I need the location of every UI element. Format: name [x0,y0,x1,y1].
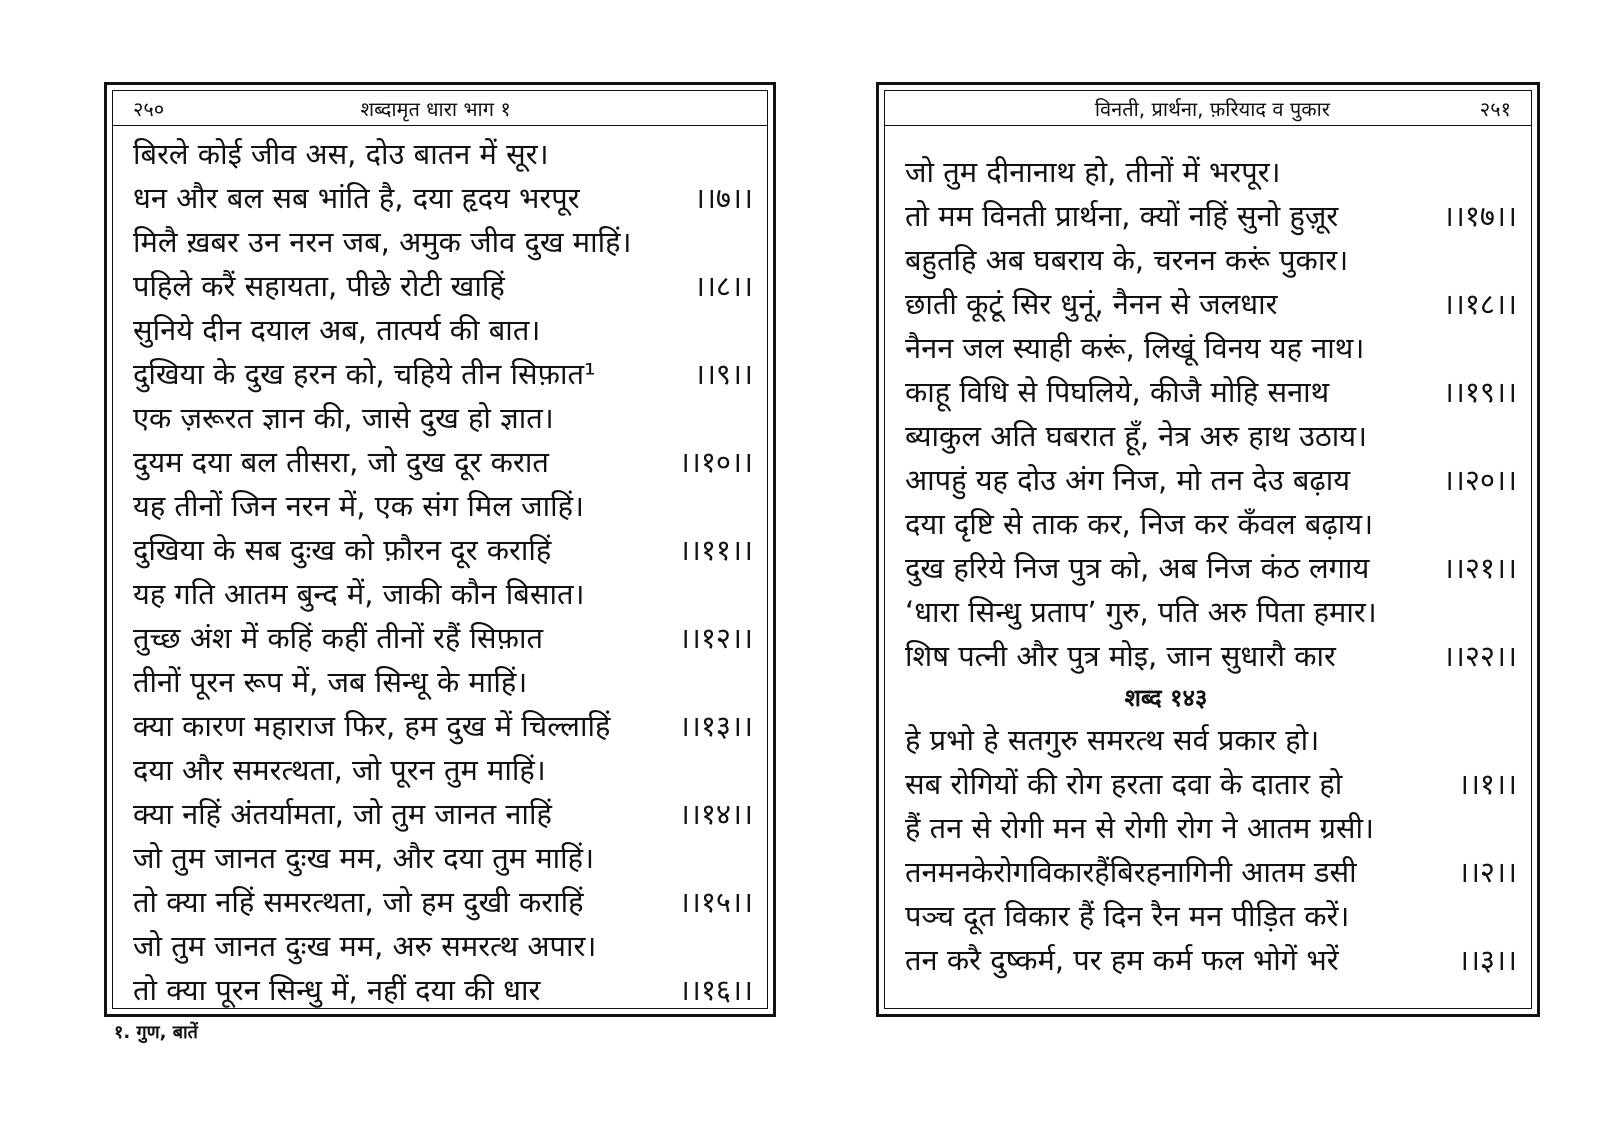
verse-number: ।।१९।। [1442,375,1517,409]
verse-line [133,704,753,748]
verse-line [905,590,1517,634]
verse-line [905,150,1517,194]
verse-text: काहू विधि से पिघलिये, कीजै मोहि सनाथ [905,375,1330,409]
verse-number: ।।३।। [1457,943,1517,977]
verse-text: दुखिया के दुख हरन को, चहिये तीन सिफ़ात¹ [133,357,596,391]
verse-text: तो मम विनती प्रार्थना, क्यों नहिं सुनो हुज़ूर [905,199,1339,233]
left-page-number: २५० [133,96,165,121]
verse-line [133,264,753,308]
verse-text: जो तुम जानत दुःख मम, और दया तुम माहिं। [133,841,595,875]
verse-line [905,938,1517,982]
verse-line [905,718,1517,762]
verse-text: धन और बल सब भांति है, दया हृदय भरपूर [133,181,580,215]
verse-text: हे प्रभो हे सतगुरु समरत्थ सर्व प्रकार हो। [905,723,1320,757]
verse-line [133,836,753,880]
verse-line [905,194,1517,238]
verse-text: तीनों पूरन रूप में, जब सिन्धू के माहिं। [133,665,528,699]
verse-number: ।।१२।। [678,621,753,655]
verse-line [905,502,1517,546]
verse-number: ।।९।। [693,357,753,391]
verse-number: ।।२१।। [1442,551,1517,585]
verse-text: हैं तन से रोगी मन से रोगी रोग ने आतम ग्रसी। [905,811,1375,845]
verse-line [133,308,753,352]
verse-line [133,220,753,264]
left-page-verses [113,126,767,1012]
verse-number: ।।१८।। [1442,287,1517,321]
verse-line [133,924,753,968]
verse-text: दया और समरत्थता, जो पूरन तुम माहिं। [133,753,546,787]
verse-text: मिलै ख़बर उन नरन जब, अमुक जीव दुख माहिं। [133,225,632,259]
verse-line [133,880,753,924]
verse-number: ।।११।। [678,533,753,567]
verse-text: जो तुम जानत दुःख मम, अरु समरत्थ अपार। [133,929,597,963]
right-page-verses [885,126,1531,982]
left-page-frame [112,90,768,1009]
verse-text: बिरले कोई जीव अस, दोउ बातन में सूर। [133,137,549,171]
verse-line [905,850,1517,894]
verse-number: ।।१५।। [678,885,753,919]
verse-line [905,326,1517,370]
verse-text: क्या कारण महाराज फिर, हम दुख में चिल्लाहिं [133,709,611,743]
verse-text: तुच्छ अंश में कहिं कहीं तीनों रहैं सिफ़ात [133,621,544,655]
verse-text: जो तुम दीनानाथ हो, तीनों में भरपूर। [905,155,1281,189]
right-page [876,82,1540,1017]
verse-line [133,528,753,572]
verse-text: सुनिये दीन दयाल अब, तात्पर्य की बात। [133,313,541,347]
verse-text: यह गति आतम बुन्द में, जाकी कौन बिसात। [133,577,585,611]
verse-text: दुखिया के सब दुःख को फ़ौरन दूर कराहिं [133,533,552,567]
left-page-header [113,91,767,126]
right-page-frame [884,90,1532,1009]
verse-line [905,806,1517,850]
verse-line [133,748,753,792]
verse-line [905,414,1517,458]
verse-number: ।।१०।। [678,445,753,479]
verse-line [133,660,753,704]
verse-text: तन करै दुष्कर्म, पर हम कर्म फल भोगें भरें [905,943,1339,977]
verse-text: एक ज़रूरत ज्ञान की, जासे दुख हो ज्ञात। [133,401,554,435]
right-page-header [885,91,1531,126]
verse-line [133,396,753,440]
verse-line [133,616,753,660]
section-heading: शब्द १४३ [1124,684,1208,712]
verse-line [133,176,753,220]
verse-line [905,238,1517,282]
verse-text: आपहुं यह दोउ अंग निज, मो तन देउ बढ़ाय [905,463,1351,497]
verse-number: ।।२२।। [1442,639,1517,673]
footnote: १. गुण, बातें [114,1022,198,1043]
verse-number: ।।१७।। [1442,199,1517,233]
verse-text: यह तीनों जिन नरन में, एक संग मिल जाहिं। [133,489,585,523]
verse-text: तो क्या नहिं समरत्थता, जो हम दुखी कराहिं [133,885,584,919]
verse-text: सब रोगियों की रोग हरता दवा के दातार हो [905,767,1343,801]
verse-number: ।।२०।। [1442,463,1517,497]
verse-text: दुख हरिये निज पुत्र को, अब निज कंठ लगाय [905,551,1370,585]
verse-number: ।।१४।। [678,797,753,831]
verse-text: ‘धारा सिन्धु प्रताप’ गुरु, पति अरु पिता हमार। [905,595,1377,629]
verse-text: नैनन जल स्याही करूं, लिखूं विनय यह नाथ। [905,331,1365,365]
verse-text: छाती कूटूं सिर धुनूं, नैनन से जलधार [905,287,1278,321]
verse-line [133,968,753,1012]
verse-text: क्या नहिं अंतर्यामता, जो तुम जानत नाहिं [133,797,552,831]
verse-number: ।।१।। [1457,767,1517,801]
right-page-title: विनती, प्रार्थना, फ़रियाद व पुकार [1094,96,1330,121]
verse-number: ।।७।। [693,181,753,215]
left-page [104,82,776,1017]
verse-text: दुयम दया बल तीसरा, जो दुख दूर करात [133,445,549,479]
verse-text: तो क्या पूरन सिन्धु में, नहीं दया की धार [133,973,541,1007]
left-page-title: शब्दामृत धारा भाग १ [360,96,511,121]
verse-line [905,634,1517,678]
verse-text: ब्याकुल अति घबरात हूँ, नेत्र अरु हाथ उठाय। [905,419,1368,453]
verse-text: दया दृष्टि से ताक कर, निज कर कँवल बढ़ाय। [905,507,1374,541]
verse-line [905,762,1517,806]
verse-text: तनमनकेरोगविकारहैंबिरहनागिनी आतम डसी [905,855,1357,889]
right-page-number: २५१ [1479,96,1511,121]
verse-text: पहिले करैं सहायता, पीछे रोटी खाहिं [133,269,505,303]
verse-line [905,546,1517,590]
verse-line [905,370,1517,414]
verse-number: ।।२।। [1457,855,1517,889]
verse-line [905,458,1517,502]
verse-line [133,572,753,616]
verse-line [905,894,1517,938]
verse-line [133,352,753,396]
verse-number: ।।१६।। [678,973,753,1007]
verse-number: ।।१३।। [678,709,753,743]
verse-text: बहुतहि अब घबराय के, चरनन करूं पुकार। [905,243,1349,277]
verse-text: पञ्च दूत विकार हैं दिन रैन मन पीड़ित करें। [905,899,1350,933]
verse-text: शिष पत्नी और पुत्र मोइ, जान सुधारौ कार [905,639,1336,673]
verse-line [133,440,753,484]
verse-number: ।।८।। [693,269,753,303]
verse-line [905,282,1517,326]
verse-line [133,792,753,836]
verse-line [133,132,753,176]
verse-line [133,484,753,528]
